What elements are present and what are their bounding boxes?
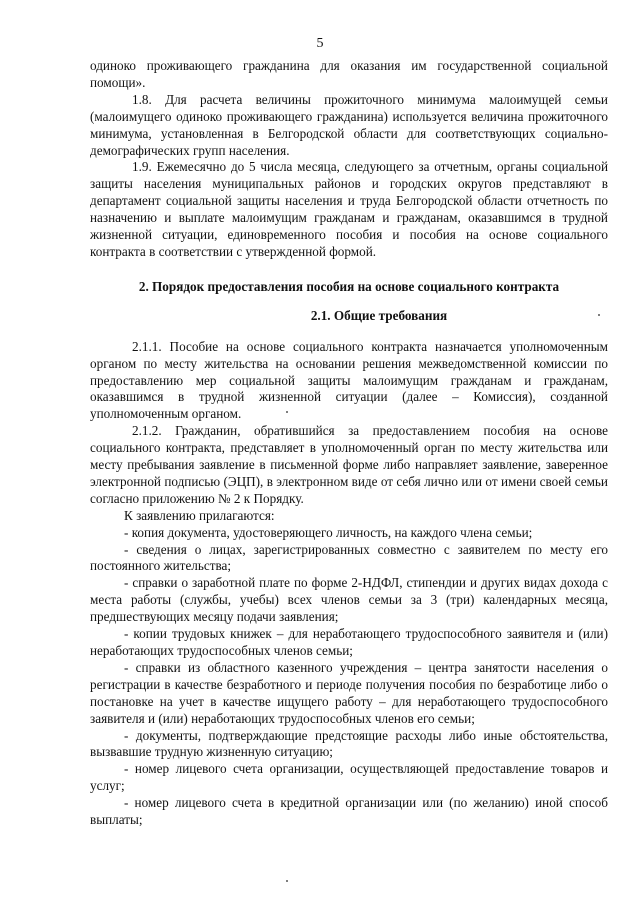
section-heading: 2. Порядок предоставления пособия на основе социального контракта	[138, 278, 560, 294]
paragraph-1-9: 1.9. Ежемесячно до 5 числа месяца, следующего за отчетным, органы социальной защиты населения муниципальных районов и городских округов представляют в департамент социальной защиты населения и труда Белгородской области отчетность по назначению и выплате малоимущим гражданам и гражданам, оказавшимся в трудной жизненной ситуации, единовременного пособия и пособия на основе социального контракта в соответствии с утвержденной формой.	[90, 159, 608, 259]
list-item: - копия документа, удостоверяющего личность, на каждого члена семьи;	[124, 524, 533, 540]
paragraph-continuation: одиноко проживающего гражданина для оказания им государственной социальной помощи».	[90, 58, 608, 90]
document-body	[90, 58, 608, 829]
paragraph-2-1-2: 2.1.2. Гражданин, обратившийся за предоставлением пособия на основе социального контракта, представляет в уполномоченный орган по месту жительства или месту пребывания заявление в письменной форме либо направляет заявление, заверенное электронной подписью (ЭЦП), в электронном виде от себя лично или от имени своей семьи согласно приложению № 2 к Порядку.	[90, 423, 608, 506]
scan-speck	[286, 880, 288, 882]
list-item: - справки из областного казенного учреждения – центра занятости населения о регистрации в качестве безработного и периоде получения пособия по безработице либо о постановке на учет в качестве ищущего работу – для неработающего трудоспособного заявителя и (или) неработающих трудоспособных членов его семьи;	[90, 659, 608, 726]
list-item: - копии трудовых книжек – для неработающего трудоспособного заявителя и (или) неработающих трудоспособных членов семьи;	[90, 626, 608, 658]
list-item: - документы, подтверждающие предстоящие расходы либо иные обстоятельства, вызвавшие трудную жизненную ситуацию;	[90, 727, 608, 760]
subsection-heading: 2.1. Общие требования	[310, 307, 448, 323]
page-number: 5	[316, 36, 324, 51]
scan-speck	[286, 411, 288, 413]
attachments-intro: К заявлению прилагаются:	[124, 507, 275, 523]
paragraph-2-1-1: 2.1.1. Пособие на основе социального контракта назначается уполномоченным органом по месту жительства на основании решения межведомственной комиссии по предоставлению мер социальной защиты малоимущим гражданам и гражданам, оказавшимся в трудной жизненной ситуации (далее – Комиссия), созданной уполномоченным органом.	[90, 338, 608, 422]
list-item: - справки о заработной плате по форме 2-НДФЛ, стипендии и других видах дохода с места работы (службы, учебы) всех членов семьи за 3 (три) календарных месяца, предшествующих месяцу подачи заявления;	[90, 575, 608, 625]
list-item: - номер лицевого счета в кредитной организации или (по желанию) иной способ выплаты;	[90, 795, 608, 828]
list-item: - сведения о лицах, зарегистрированных совместно с заявителем по месту его постоянного жительства;	[90, 541, 608, 574]
list-item: - номер лицевого счета организации, осуществляющей предоставление товаров и услуг;	[90, 761, 608, 794]
scan-speck	[598, 314, 600, 316]
paragraph-1-8: 1.8. Для расчета величины прожиточного минимума малоимущей семьи (малоимущего одиноко проживающего гражданина) используется величина прожиточного минимума, установленная в Белгородской области для соответствующих социально-демографических групп населения.	[90, 91, 608, 158]
